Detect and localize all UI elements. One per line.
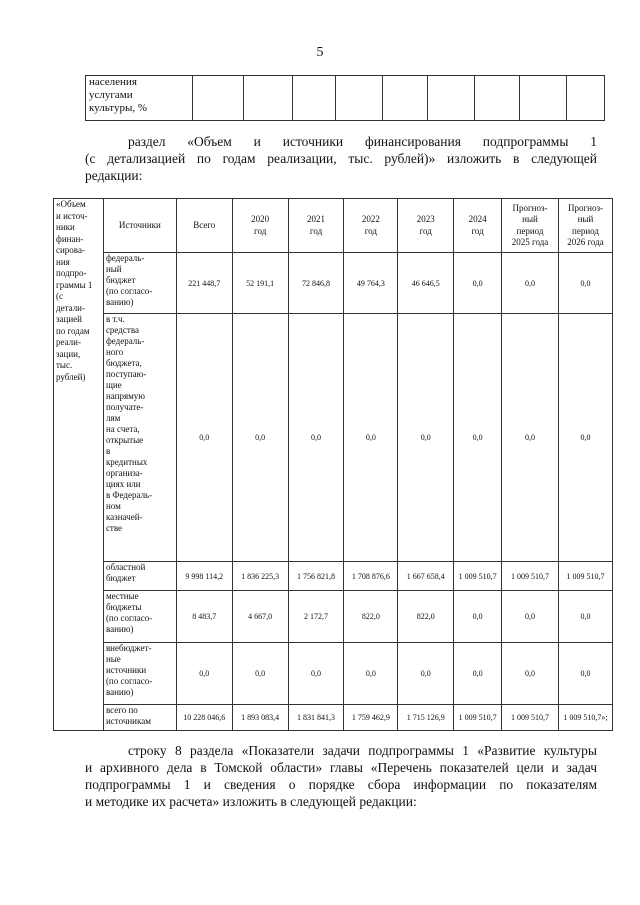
table-cell — [293, 76, 336, 121]
table-cell — [475, 76, 520, 121]
value-2023: 0,0 — [398, 314, 454, 562]
table-row — [54, 314, 613, 562]
value-2024: 0,0 — [454, 591, 502, 643]
value-2022: 49 764,3 — [344, 253, 398, 314]
page-number: 5 — [316, 45, 324, 60]
source-federal-direct: в т.ч. средства федераль- ного бюджета, поступаю- щие напрямую получате- лям на счета, открытые в кредитных организа- циях или в Федераль- ном казначей- стве — [103, 314, 176, 562]
value-2026: 0,0 — [558, 314, 612, 562]
value-2021: 1 831 841,3 — [288, 705, 344, 731]
value-total: 0,0 — [176, 314, 232, 562]
source-local-budgets: местные бюджеты (по согласо- ванию) — [103, 591, 176, 643]
instruction-paragraph-1: раздел «Объем и источники финансирования подпрограммы 1 (с детализацией по годам реализации, тыс. рублей)» изложить в следующей редакции: — [85, 134, 597, 183]
table-cell — [193, 76, 244, 121]
value-2026: 0,0 — [558, 253, 612, 314]
value-total: 9 998 114,2 — [176, 562, 232, 591]
value-2023: 822,0 — [398, 591, 454, 643]
table-cell — [244, 76, 293, 121]
value-2020: 0,0 — [232, 314, 288, 562]
header-total: Всего — [176, 199, 232, 253]
table-cell — [336, 76, 383, 121]
header-forecast-2025: Прогноз- ный период 2025 года — [502, 199, 559, 253]
header-2023: 2023 год — [398, 199, 454, 253]
value-2026: 1 009 510,7»; — [558, 705, 612, 731]
table-row — [54, 591, 613, 643]
source-extrabudgetary: внебюджет- ные источники (по согласо- ванию) — [103, 643, 176, 705]
table-cell — [383, 76, 428, 121]
value-2020: 4 667,0 — [232, 591, 288, 643]
table-row — [54, 643, 613, 705]
value-2023: 1 715 126,9 — [398, 705, 454, 731]
value-2026: 0,0 — [558, 643, 612, 705]
header-sources: Источники — [103, 199, 176, 253]
value-2024: 1 009 510,7 — [454, 705, 502, 731]
value-2022: 0,0 — [344, 643, 398, 705]
value-2024: 1 009 510,7 — [454, 562, 502, 591]
table-row — [54, 562, 613, 591]
value-2026: 1 009 510,7 — [558, 562, 612, 591]
source-total: всего по источникам — [103, 705, 176, 731]
table-cell — [520, 76, 567, 121]
value-2025: 1 009 510,7 — [502, 705, 559, 731]
table-row — [54, 705, 613, 731]
instruction-paragraph-2: строку 8 раздела «Показатели задачи подпрограммы 1 «Развитие культуры и архивного дела в Томской области» главы «Перечень показателей цели и задач подпрограммы 1 и сведения о порядке сбора информации по показателям и методике их расчета» изложить в следующей редакции: — [85, 743, 597, 809]
value-2025: 0,0 — [502, 314, 559, 562]
value-2025: 0,0 — [502, 253, 559, 314]
value-2022: 1 708 876,6 — [344, 562, 398, 591]
value-2021: 0,0 — [288, 314, 344, 562]
source-federal-budget: федераль- ный бюджет (по согласо- ванию) — [103, 253, 176, 314]
value-2023: 0,0 — [398, 643, 454, 705]
value-2024: 0,0 — [454, 314, 502, 562]
indicator-label: населения услугами культуры, % — [86, 76, 193, 121]
table-cell — [567, 76, 605, 121]
value-2020: 52 191,1 — [232, 253, 288, 314]
table-cell — [428, 76, 475, 121]
table-row — [54, 253, 613, 314]
value-2026: 0,0 — [558, 591, 612, 643]
value-2021: 72 846,8 — [288, 253, 344, 314]
section-title-cell: «Объем и источ- ники финан- сирова- ния подпро- граммы 1 (с детали- зацией по годам реали- зации, тыс. рублей) — [54, 199, 104, 731]
value-2021: 2 172,7 — [288, 591, 344, 643]
value-2025: 0,0 — [502, 591, 559, 643]
header-2024: 2024 год — [454, 199, 502, 253]
value-2022: 1 759 462,9 — [344, 705, 398, 731]
value-total: 221 448,7 — [176, 253, 232, 314]
financing-table — [53, 198, 613, 731]
value-2024: 0,0 — [454, 643, 502, 705]
value-total: 10 228 046,6 — [176, 705, 232, 731]
value-2020: 0,0 — [232, 643, 288, 705]
value-2024: 0,0 — [454, 253, 502, 314]
source-regional-budget: областной бюджет — [103, 562, 176, 591]
value-2021: 0,0 — [288, 643, 344, 705]
header-2020: 2020 год — [232, 199, 288, 253]
header-forecast-2026: Прогноз- ный период 2026 года — [558, 199, 612, 253]
value-2022: 0,0 — [344, 314, 398, 562]
value-2025: 0,0 — [502, 643, 559, 705]
header-2021: 2021 год — [288, 199, 344, 253]
value-2023: 46 646,5 — [398, 253, 454, 314]
value-2025: 1 009 510,7 — [502, 562, 559, 591]
continuation-table — [85, 75, 605, 121]
value-2023: 1 667 658,4 — [398, 562, 454, 591]
value-total: 8 483,7 — [176, 591, 232, 643]
value-2021: 1 756 821,8 — [288, 562, 344, 591]
value-total: 0,0 — [176, 643, 232, 705]
header-2022: 2022 год — [344, 199, 398, 253]
value-2020: 1 836 225,3 — [232, 562, 288, 591]
value-2022: 822,0 — [344, 591, 398, 643]
value-2020: 1 893 083,4 — [232, 705, 288, 731]
